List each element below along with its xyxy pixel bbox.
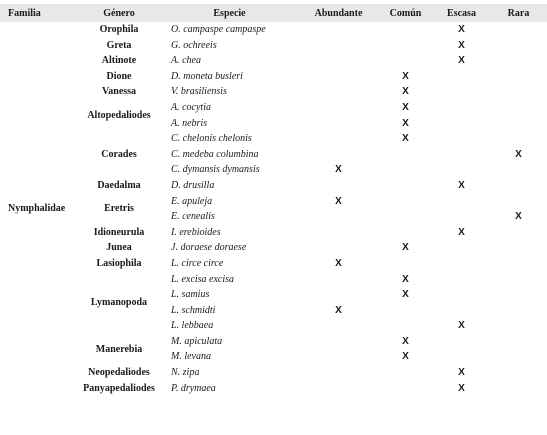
especie-cell: L. lebbaea [171, 320, 214, 332]
comun-cell [378, 194, 433, 210]
comun-cell [378, 225, 433, 241]
table-row [0, 256, 547, 272]
comun-cell [378, 381, 433, 397]
escasa-cell [433, 84, 490, 100]
abundante-cell [299, 69, 378, 85]
table-row [0, 38, 547, 54]
escasa-cell [433, 100, 490, 116]
abundante-cell [299, 381, 378, 397]
abundante-cell [299, 100, 378, 116]
comun-cell [378, 53, 433, 69]
escasa-cell [433, 131, 490, 147]
rara-cell [490, 240, 547, 256]
especie-cell: M. apiculata [171, 335, 223, 347]
comun-cell [378, 365, 433, 381]
comun-cell: X [402, 117, 409, 129]
genero-cell: Lasiophila [96, 257, 142, 269]
genero-cell: Neopedaliodes [88, 367, 150, 379]
especie-cell: M. levana [171, 351, 211, 363]
genero-cell: Dione [106, 70, 132, 82]
genero-cell: Lymanopoda [90, 296, 148, 308]
especie-cell: O. campaspe campaspe [171, 24, 266, 35]
escasa-cell: X [458, 382, 465, 394]
especie-cell: A. chea [171, 55, 201, 67]
table-row [0, 131, 547, 147]
escasa-cell [433, 349, 490, 365]
escasa-cell: X [458, 367, 465, 379]
rara-cell [490, 303, 547, 319]
comun-cell: X [402, 242, 409, 254]
comun-cell [378, 38, 433, 54]
comun-cell [378, 256, 433, 272]
rara-cell [490, 349, 547, 365]
table-row [0, 365, 547, 381]
comun-cell: X [402, 101, 409, 113]
abundante-cell [299, 147, 378, 163]
abundante-cell [299, 22, 378, 38]
especie-cell: J. doraese doraese [171, 242, 247, 254]
comun-cell: X [402, 70, 409, 82]
escasa-cell: X [458, 226, 465, 238]
header-rara: Rara [490, 4, 547, 22]
escasa-cell: X [458, 320, 465, 332]
especie-cell: L. schmidti [171, 304, 216, 316]
rara-cell [490, 53, 547, 69]
escasa-cell: X [458, 179, 465, 191]
especie-cell: I. erebioides [171, 226, 221, 238]
abundante-cell [299, 240, 378, 256]
table-body [0, 22, 547, 396]
escasa-cell [433, 147, 490, 163]
escasa-cell [433, 334, 490, 350]
abundante-cell [299, 349, 378, 365]
header-familia: Familia [0, 4, 78, 22]
table-row [0, 178, 547, 194]
comun-cell: X [402, 335, 409, 347]
comun-cell [378, 303, 433, 319]
table-row [0, 240, 547, 256]
header-row [0, 4, 547, 22]
comun-cell [378, 178, 433, 194]
rara-cell [490, 365, 547, 381]
genero-cell: Vanessa [101, 86, 137, 98]
rara-cell [490, 162, 547, 178]
comun-cell: X [402, 351, 409, 363]
abundante-cell: X [335, 164, 342, 176]
table-row [0, 100, 547, 116]
genero-cell: Junea [106, 242, 132, 254]
comun-cell: X [402, 86, 409, 98]
rara-cell [490, 318, 547, 334]
table-row [0, 225, 547, 241]
rara-cell [490, 116, 547, 132]
escasa-cell [433, 272, 490, 288]
especie-cell: L. excisa excisa [171, 273, 235, 285]
abundante-cell [299, 225, 378, 241]
rara-cell [490, 84, 547, 100]
abundante-cell [299, 131, 378, 147]
escasa-cell: X [458, 39, 465, 51]
abundante-cell [299, 365, 378, 381]
rara-cell [490, 334, 547, 350]
table-header [0, 4, 547, 22]
rara-cell [490, 381, 547, 397]
especie-cell: L. circe circe [171, 257, 224, 269]
escasa-cell [433, 240, 490, 256]
rara-cell [490, 100, 547, 116]
table-row [0, 272, 547, 288]
especie-cell: N. zipa [171, 367, 200, 379]
comun-cell [378, 318, 433, 334]
rara-cell [490, 131, 547, 147]
escasa-cell [433, 194, 490, 210]
header-escasa: Escasa [433, 4, 490, 22]
familia-cell: Nymphalidae [8, 203, 66, 215]
rara-cell: X [515, 211, 522, 223]
rara-cell [490, 194, 547, 210]
abundante-cell [299, 318, 378, 334]
rara-cell [490, 69, 547, 85]
especie-cell: C. medeba columbina [171, 148, 259, 160]
abundante-cell [299, 53, 378, 69]
genero-cell: Altopedaliodes [87, 109, 151, 121]
species-table [0, 4, 547, 396]
especie-cell: V. brasiliensis [171, 86, 227, 98]
abundante-cell [299, 178, 378, 194]
rara-cell [490, 38, 547, 54]
genero-cell: Idioneurula [93, 226, 145, 238]
especie-cell: A. cocytia [171, 101, 211, 113]
genero-cell: Panyapedaliodes [83, 382, 155, 394]
abundante-cell [299, 334, 378, 350]
header-abundante: Abundante [299, 4, 378, 22]
header-genero: Género [78, 4, 160, 22]
especie-cell: L. samius [171, 289, 210, 301]
table-row [0, 194, 547, 210]
comun-cell [378, 162, 433, 178]
escasa-cell [433, 209, 490, 225]
escasa-cell [433, 303, 490, 319]
abundante-cell: X [335, 304, 342, 316]
especie-cell: E. apuleja [171, 195, 213, 207]
table-row [0, 381, 547, 397]
rara-cell: X [515, 148, 522, 160]
comun-cell: X [402, 133, 409, 145]
comun-cell [378, 147, 433, 163]
rara-cell [490, 272, 547, 288]
rara-cell [490, 287, 547, 303]
genero-cell: Manerebia [95, 343, 143, 355]
especie-cell: D. moneta busleri [171, 70, 243, 82]
rara-cell [490, 178, 547, 194]
rara-cell [490, 22, 547, 38]
rara-cell [490, 225, 547, 241]
especie-cell: P. drymaea [171, 382, 216, 394]
genero-cell: Daedalma [97, 179, 141, 191]
header-especie: Especie [160, 4, 299, 22]
comun-cell: X [402, 273, 409, 285]
comun-cell [378, 209, 433, 225]
comun-cell [378, 22, 433, 38]
abundante-cell [299, 272, 378, 288]
especie-cell: C. chelonis chelonis [171, 133, 252, 145]
table-row [0, 69, 547, 85]
abundante-cell [299, 287, 378, 303]
especie-cell: D. drusilla [171, 179, 215, 191]
escasa-cell [433, 69, 490, 85]
abundante-cell [299, 84, 378, 100]
genero-cell: Corades [101, 148, 137, 160]
table-row [0, 53, 547, 69]
rara-cell [490, 256, 547, 272]
genero-cell: Greta [106, 39, 132, 51]
abundante-cell [299, 38, 378, 54]
genero-cell: Orophila [99, 24, 139, 35]
table-row [0, 22, 547, 38]
abundante-cell: X [335, 195, 342, 207]
escasa-cell: X [458, 24, 465, 35]
genero-cell: Eretris [104, 203, 134, 215]
escasa-cell [433, 256, 490, 272]
abundante-cell [299, 116, 378, 132]
genero-cell: Altinote [101, 55, 137, 67]
header-comun: Común [378, 4, 433, 22]
especie-cell: G. ochreeis [171, 39, 217, 51]
abundante-cell: X [335, 257, 342, 269]
abundante-cell [299, 209, 378, 225]
escasa-cell [433, 287, 490, 303]
comun-cell: X [402, 289, 409, 301]
table-row [0, 84, 547, 100]
table-row [0, 334, 547, 350]
especie-cell: C. dymansis dymansis [171, 164, 260, 176]
escasa-cell [433, 162, 490, 178]
escasa-cell [433, 116, 490, 132]
especie-cell: E. cenealis [171, 211, 215, 223]
especie-cell: A. nebris [171, 117, 208, 129]
escasa-cell: X [458, 55, 465, 67]
